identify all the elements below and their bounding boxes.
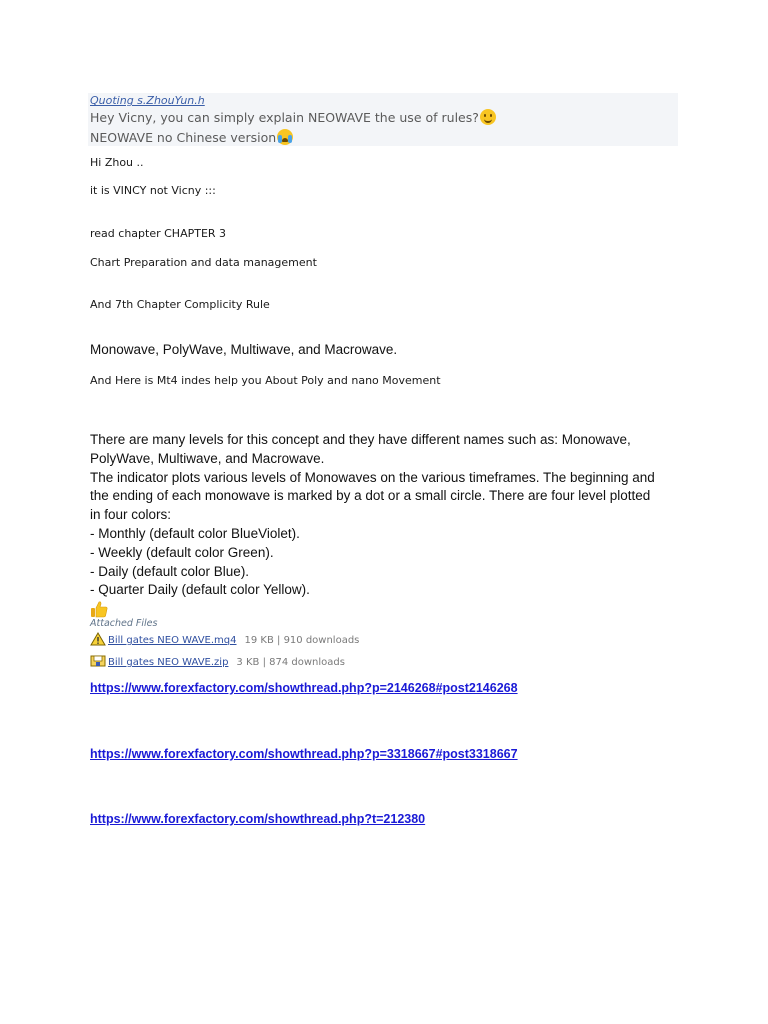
attachment-size: 3 KB [236,657,260,668]
description-line: The indicator plots various levels of Monowaves on the various timeframes. The beginning and [90,469,655,485]
forum-link-3[interactable]: https://www.forexfactory.com/showthread.php?t=212380 [90,812,426,826]
mt4-note-text: And Here is Mt4 indes help you About Poly and nano Movement [90,374,441,387]
wave-types-text: Monowave, PolyWave, Multiwave, and Macrowave. [90,342,398,357]
description-line: - Quarter Daily (default color Yellow). [90,582,310,598]
description-line: in four colors: [90,507,172,523]
description-line: - Daily (default color Blue). [90,563,250,579]
quote-line-2-text: NEOWAVE no Chinese version [90,130,277,145]
attachment-size: 19 KB [244,635,274,646]
description-line: PolyWave, Multiwave, and Macrowave. [90,450,325,466]
quote-block [88,93,678,146]
description-line: - Weekly (default color Green). [90,544,274,560]
attachment-downloads: 910 downloads [283,635,360,646]
chapter-text: read chapter CHAPTER 3 [90,227,227,240]
quote-line-2 [90,129,293,145]
warning-file-icon [90,632,106,646]
correction-text: it is VINCY not Vicny ::: [90,184,216,197]
attachment-downloads: 874 downloads [269,657,345,668]
greeting-text: Hi Zhou .. [90,156,144,169]
smiley-emoji-icon [480,109,496,125]
chart-prep-text: Chart Preparation and data management [90,256,317,269]
archive-file-icon [90,654,106,668]
description-paragraph [90,431,676,600]
quote-author-link[interactable]: Quoting s.ZhouYun.h [90,94,205,107]
chapter7-text: And 7th Chapter Complicity Rule [90,298,270,311]
attachment-row: Bill gates NEO WAVE.zip 3 KB | 874 downloads [90,654,345,670]
quote-line-1 [90,109,496,125]
description-line: There are many levels for this concept and they have different names such as: Monowave, [90,432,631,447]
quote-line-1-text: Hey Vicny, you can simply explain NEOWAVE the use of rules? [90,110,479,125]
description-line: the ending of each monowave is marked by a dot or a small circle. There are four level plotted [90,488,651,504]
attachment-link[interactable]: Bill gates NEO WAVE.zip [108,657,229,668]
attachment-link[interactable]: Bill gates NEO WAVE.mq4 [108,635,237,646]
attached-files-label: Attached Files [90,618,158,629]
thumbs-up-icon[interactable] [90,600,108,618]
description-line: - Monthly (default color BlueViolet). [90,525,300,541]
forum-link-2[interactable]: https://www.forexfactory.com/showthread.php?p=3318667#post3318667 [90,747,518,761]
crying-emoji-icon [277,129,293,145]
forum-link-1[interactable]: https://www.forexfactory.com/showthread.php?p=2146268#post2146268 [90,681,518,695]
attachment-row: Bill gates NEO WAVE.mq4 19 KB | 910 downloads [90,632,359,648]
